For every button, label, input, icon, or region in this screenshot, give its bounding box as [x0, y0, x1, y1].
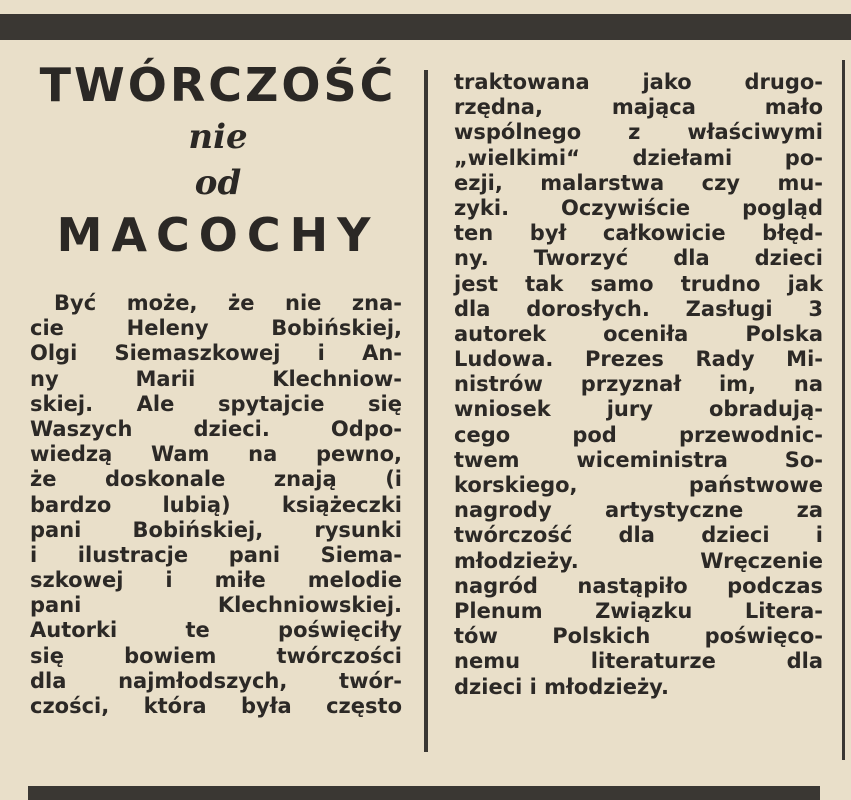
- text-line: twem wiceministra So-: [454, 447, 823, 472]
- article-column-right: [454, 70, 823, 700]
- top-rule: [0, 14, 851, 40]
- text-line: autorek oceniła Polska: [454, 321, 823, 346]
- text-line: Ludowa. Prezes Rady Mi-: [454, 347, 823, 372]
- text-line: ezji, malarstwa czy mu-: [454, 170, 823, 195]
- text-line: wspólnego z właściwymi: [454, 120, 823, 145]
- text-line: cie Heleny Bobińskiej,: [30, 316, 402, 341]
- text-line: czości, która była często: [30, 694, 402, 718]
- column-divider: [424, 70, 428, 752]
- bottom-rule: [28, 786, 820, 800]
- text-line: się bowiem twórczości: [30, 643, 402, 668]
- article-column-left: [30, 291, 402, 719]
- text-line: wiedzą Wam na pewno,: [30, 442, 402, 467]
- text-line: „wielkimi“ dziełami po-: [454, 145, 823, 170]
- text-line: ten był całkowicie błęd-: [454, 221, 823, 246]
- text-line: Plenum Związku Litera-: [454, 598, 823, 623]
- text-line: nagrody artystyczne za: [454, 498, 823, 523]
- text-line: szkowej i miłe melodie: [30, 568, 402, 593]
- text-line: pani Klechniowskiej.: [30, 593, 402, 618]
- text-line: Autorki te poświęciły: [30, 618, 402, 643]
- text-line: dla dorosłych. Zasługi 3: [454, 296, 823, 321]
- text-line: cego pod przewodnic-: [454, 422, 823, 447]
- text-line: traktowana jako drugo-: [454, 70, 823, 94]
- text-line: że doskonale znają (i: [30, 467, 402, 492]
- text-line: zyki. Oczywiście pogląd: [454, 195, 823, 220]
- headline: [26, 56, 410, 264]
- text-line: tów Polskich poświęco-: [454, 624, 823, 649]
- text-line: rzędna, mająca mało: [454, 95, 823, 120]
- text-line: skiej. Ale spytajcie się: [30, 391, 402, 416]
- text-line: nistrów przyznał im, na: [454, 372, 823, 397]
- text-line: młodzieży. Wręczenie: [454, 548, 823, 573]
- headline-line-1: TWÓRCZOŚĆ: [39, 58, 397, 112]
- right-edge-rule: [842, 60, 845, 760]
- text-line: twórczość dla dzieci i: [454, 523, 823, 548]
- text-line: ny. Tworzyć dla dzieci: [454, 246, 823, 271]
- text-line: nagród nastąpiło podczas: [454, 573, 823, 598]
- text-line: wniosek jury obradują-: [454, 397, 823, 422]
- text-line: Olgi Siemaszkowej i An-: [30, 341, 402, 366]
- text-line: Być może, że nie zna-: [54, 291, 402, 315]
- text-line: korskiego, państwowe: [454, 473, 823, 497]
- text-line: ny Marii Klechniow-: [30, 366, 402, 391]
- headline-line-2: nie: [188, 117, 248, 157]
- text-line: bardzo lubią) książeczki: [30, 492, 402, 517]
- headline-line-3: od: [194, 163, 242, 203]
- text-line: nemu literaturze dla: [454, 649, 823, 674]
- text-line: dzieci i młodzieży.: [454, 674, 669, 699]
- text-line: jest tak samo trudno jak: [454, 271, 823, 296]
- text-line: dla najmłodszych, twór-: [30, 668, 402, 693]
- text-line: pani Bobińskiej, rysunki: [30, 517, 402, 542]
- text-line: i ilustracje pani Siema-: [30, 542, 402, 567]
- text-line: Waszych dzieci. Odpo-: [30, 416, 402, 441]
- headline-line-4: MACOCHY: [56, 208, 380, 262]
